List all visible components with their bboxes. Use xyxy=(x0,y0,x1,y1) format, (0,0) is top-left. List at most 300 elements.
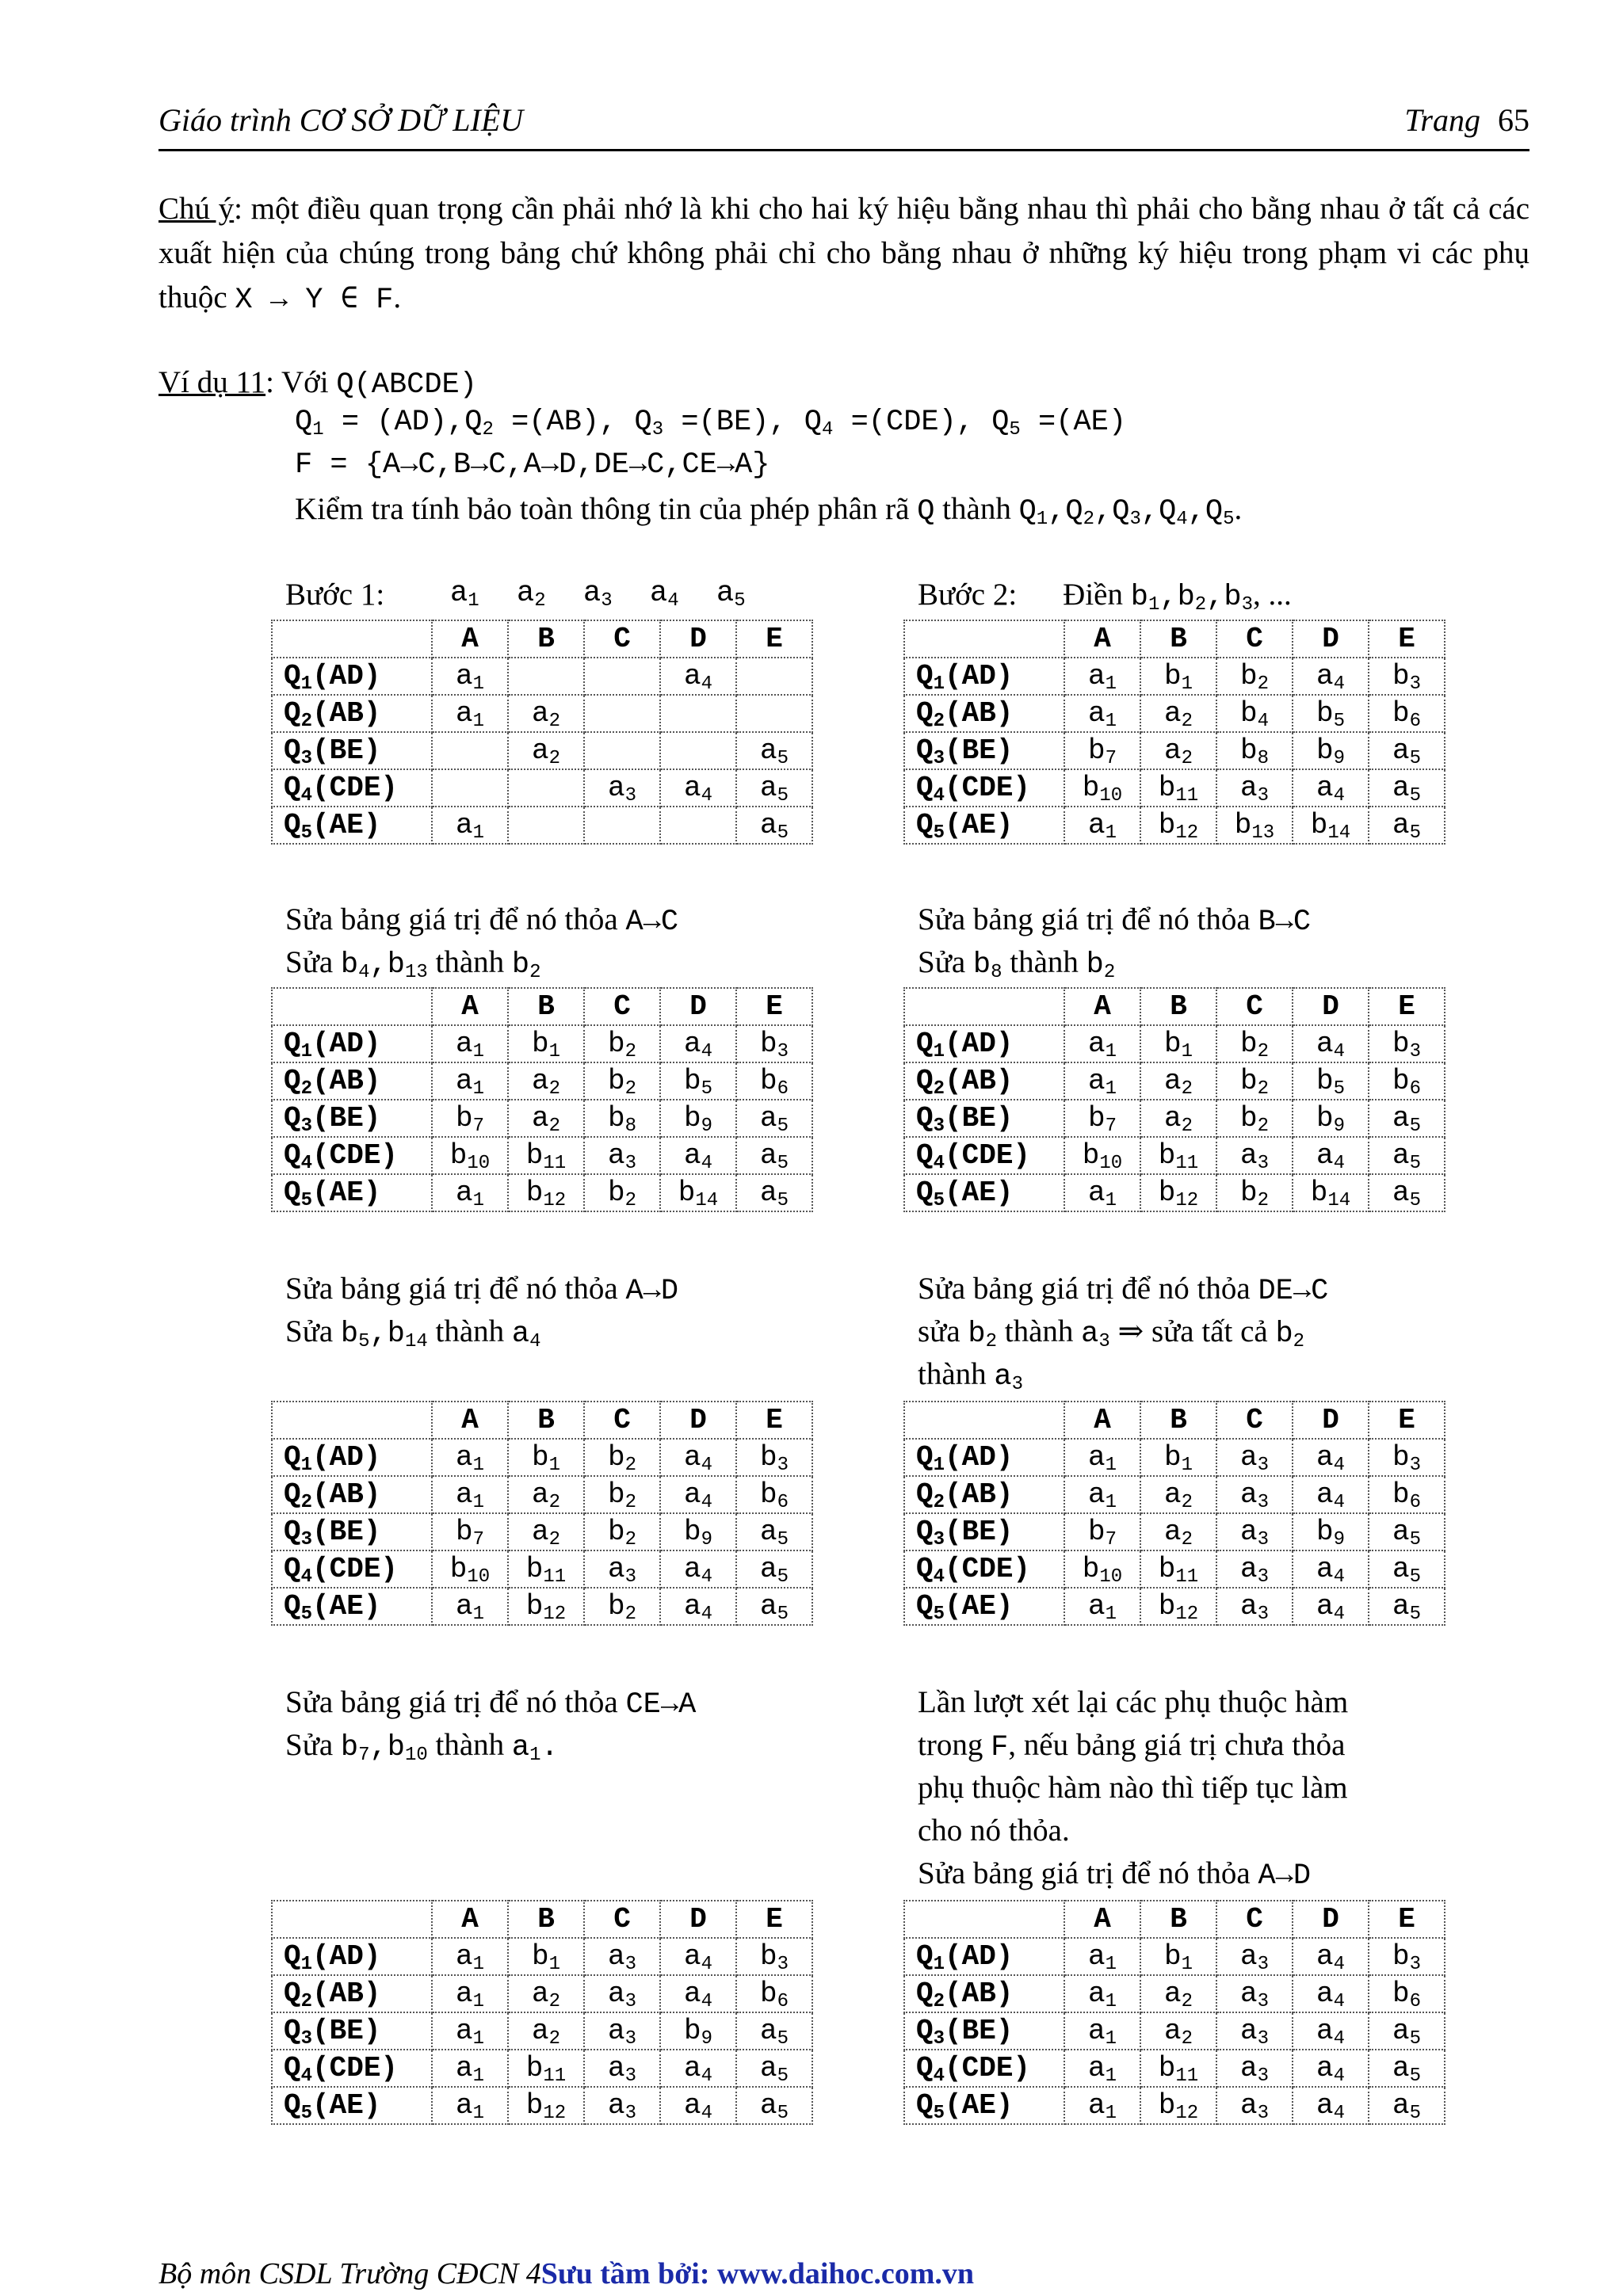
column-header: D xyxy=(660,988,736,1025)
table-cell: $b_{12}$ xyxy=(1140,1174,1216,1211)
column-header: C xyxy=(1216,1901,1293,1938)
t5-caption-2: Sửa $b_5,b_{14}$ thành $a_4$ xyxy=(285,1314,541,1352)
column-header: E xyxy=(1369,1402,1445,1439)
table-cell: $b_8$ xyxy=(1216,732,1293,769)
table-row xyxy=(272,1174,812,1211)
table-cell: $b_6$ xyxy=(1369,1476,1445,1513)
table-row xyxy=(272,1025,812,1062)
row-label: $Q_1(AD)$ xyxy=(904,1938,1064,1975)
table-row xyxy=(904,2087,1445,2124)
footer-left: Bộ môn CSDL Trường CĐCN 4 xyxy=(158,2257,541,2290)
row-label: $Q_2(AB)$ xyxy=(904,1476,1064,1513)
column-header: C xyxy=(1216,988,1293,1025)
task-text: Kiểm tra tính bảo toàn thông tin của phép phân rã xyxy=(295,492,918,526)
table-cell: $a_5$ xyxy=(1369,2012,1445,2050)
table-cell: $a_1$ xyxy=(432,1062,508,1100)
table-cell: $b_{12}$ xyxy=(1140,2087,1216,2124)
table-cell: $a_5$ xyxy=(736,2050,812,2087)
table-cell xyxy=(584,695,660,732)
table-row xyxy=(272,1975,812,2012)
t6-caption-2: sửa $b_2$ thành $a_3$ ⇒ sửa tất cả $b_2$ xyxy=(918,1314,1305,1352)
table-corner-cell xyxy=(272,1901,432,1938)
table-cell: $b_{12}$ xyxy=(1140,807,1216,844)
table-cell: $a_1$ xyxy=(432,2050,508,2087)
table-row xyxy=(904,1975,1445,2012)
table-cell xyxy=(736,658,812,695)
column-header: B xyxy=(1140,620,1216,658)
column-header: A xyxy=(432,1901,508,1938)
column-header: A xyxy=(432,620,508,658)
column-header: E xyxy=(736,620,812,658)
table-cell: $a_5$ xyxy=(736,1137,812,1174)
column-header: E xyxy=(736,1901,812,1938)
table-cell xyxy=(584,658,660,695)
row-label: $Q_4(CDE)$ xyxy=(272,2050,432,2087)
page-indicator xyxy=(1404,101,1529,139)
document-title: Giáo trình CƠ SỞ DỮ LIỆU xyxy=(158,102,524,138)
table-row xyxy=(904,1513,1445,1550)
row-label: $Q_2(AB)$ xyxy=(272,1476,432,1513)
t7-caption-2: Sửa $b_7,b_{10}$ thành $a_1$. xyxy=(285,1728,559,1766)
table-cell: $b_7$ xyxy=(432,1513,508,1550)
table-cell: $a_1$ xyxy=(1064,2087,1140,2124)
row-label: $Q_5(AE)$ xyxy=(904,2087,1064,2124)
table-cell: $a_5$ xyxy=(1369,1550,1445,1588)
table-step1 xyxy=(271,620,813,845)
table-cell: $a_3$ xyxy=(1216,1476,1293,1513)
table-cell: $a_5$ xyxy=(736,1588,812,1625)
row-label: $Q_4(CDE)$ xyxy=(272,769,432,807)
table-cell: $b_9$ xyxy=(660,2012,736,2050)
table-row xyxy=(272,1439,812,1476)
table-cell: $a_1$ xyxy=(1064,1975,1140,2012)
table-cell: $b_1$ xyxy=(1140,1938,1216,1975)
example-decomposition: $Q_1 = (AD),Q_2 =(AB)$, $Q_3 =(BE)$, $Q_4 =(CDE)$, $Q_5 =(AE)$ xyxy=(295,406,1127,441)
table-cell: $b_1$ xyxy=(1140,1439,1216,1476)
table-cell: $a_5$ xyxy=(736,1100,812,1137)
row-label: $Q_3(BE)$ xyxy=(272,1513,432,1550)
table-cell: $b_7$ xyxy=(432,1100,508,1137)
table-ad xyxy=(271,1401,813,1626)
column-header: B xyxy=(508,1402,584,1439)
table-row xyxy=(904,1550,1445,1588)
step2-label: Bước 2: xyxy=(918,578,1018,612)
step2-caption: Bước 2: Điền $b_1,b_2,b_3$, ... xyxy=(918,578,1292,616)
column-header: C xyxy=(1216,1402,1293,1439)
table-cell: $b_5$ xyxy=(660,1062,736,1100)
table-cell: $a_1$ xyxy=(1064,807,1140,844)
table-cell: $b_3$ xyxy=(736,1938,812,1975)
table-cell: $a_4$ xyxy=(1293,1137,1369,1174)
table-cell: $a_3$ xyxy=(1216,769,1293,807)
column-header: E xyxy=(736,1402,812,1439)
row-label: $Q_5(AE)$ xyxy=(904,807,1064,844)
table-row xyxy=(904,2050,1445,2087)
column-header: C xyxy=(584,1901,660,1938)
row-label: $Q_4(CDE)$ xyxy=(272,1550,432,1588)
table-cell: $b_5$ xyxy=(1293,695,1369,732)
table-cell: $b_2$ xyxy=(584,1174,660,1211)
table-cell: $a_4$ xyxy=(1293,2087,1369,2124)
table-cell: $b_{13}$ xyxy=(1216,807,1293,844)
t8-caption-5: Sửa bảng giá trị để nó thỏa A→D xyxy=(918,1856,1312,1893)
table-cell: $b_2$ xyxy=(1216,1174,1293,1211)
column-header: A xyxy=(1064,1901,1140,1938)
table-corner-cell xyxy=(904,1901,1064,1938)
table-cell: $b_{12}$ xyxy=(508,2087,584,2124)
table-cell: $a_3$ xyxy=(584,2050,660,2087)
table-cell: $a_3$ xyxy=(584,1975,660,2012)
t4-caption-2: Sửa $b_8$ thành $b_2$ xyxy=(918,945,1116,983)
table-cell: $b_7$ xyxy=(1064,1513,1140,1550)
table-cell: $a_2$ xyxy=(1140,1100,1216,1137)
table-cell: $b_{12}$ xyxy=(508,1174,584,1211)
table-corner-cell xyxy=(272,1402,432,1439)
table-cell: $a_1$ xyxy=(1064,695,1140,732)
table-cell: $a_1$ xyxy=(432,1025,508,1062)
example-task xyxy=(295,491,1242,528)
row-label: $Q_4(CDE)$ xyxy=(904,1137,1064,1174)
column-header: E xyxy=(1369,988,1445,1025)
table-cell: $b_{11}$ xyxy=(508,1550,584,1588)
table-cell: $a_1$ xyxy=(432,1975,508,2012)
table-row xyxy=(272,1137,812,1174)
table-row xyxy=(272,807,812,844)
table-cell: $b_2$ xyxy=(584,1513,660,1550)
table-row xyxy=(272,658,812,695)
table-row xyxy=(904,1137,1445,1174)
column-header: D xyxy=(1293,988,1369,1025)
table-cell: $a_2$ xyxy=(508,2012,584,2050)
row-label: $Q_1(AD)$ xyxy=(904,1439,1064,1476)
column-header: C xyxy=(584,620,660,658)
table-cell: $a_1$ xyxy=(432,1588,508,1625)
row-label: $Q_5(AE)$ xyxy=(272,807,432,844)
table-cell: $a_1$ xyxy=(1064,1439,1140,1476)
note-paragraph xyxy=(158,187,1529,322)
table-cell: $a_5$ xyxy=(1369,2050,1445,2087)
table-corner-cell xyxy=(272,988,432,1025)
table-cell: $b_{11}$ xyxy=(1140,1550,1216,1588)
table-cell: $b_2$ xyxy=(584,1439,660,1476)
table-cell: $a_3$ xyxy=(584,1137,660,1174)
column-header: D xyxy=(660,1402,736,1439)
table-cell xyxy=(660,732,736,769)
footer-source: Sưu tầm bởi: www.daihoc.com.vn xyxy=(540,2257,975,2290)
table-cell: $a_3$ xyxy=(584,769,660,807)
row-label: $Q_2(AB)$ xyxy=(272,695,432,732)
page-footer xyxy=(158,2256,974,2291)
row-label: $Q_5(AE)$ xyxy=(272,1588,432,1625)
table-cell: $a_3$ xyxy=(1216,1938,1293,1975)
table-cell: $a_2$ xyxy=(1140,732,1216,769)
step1-label: Bước 1: xyxy=(285,578,385,612)
table-cell: $a_1$ xyxy=(1064,1062,1140,1100)
table-corner-cell xyxy=(904,988,1064,1025)
column-header: B xyxy=(1140,1402,1216,1439)
table-cell: $b_6$ xyxy=(1369,695,1445,732)
row-label: $Q_2(AB)$ xyxy=(904,1975,1064,2012)
example-fds: F = {A→C,B→C,A→D,DE→C,CE→A} xyxy=(295,448,770,482)
table-row xyxy=(904,807,1445,844)
table-cell: $b_1$ xyxy=(508,1439,584,1476)
table-cell: $b_3$ xyxy=(736,1439,812,1476)
table-cell: $a_5$ xyxy=(1369,1513,1445,1550)
table-cell: $a_5$ xyxy=(736,732,812,769)
table-row xyxy=(904,769,1445,807)
note-text: : một điều quan trọng cần phải nhớ là khi cho hai ký hiệu bằng nhau thì phải cho bằng nhau ở tất cả các xuất hiện của chúng trong bảng chứ không phải chỉ cho bằng nhau ở những ký hiệu trong phạm vi các phụ thuộc xyxy=(158,192,1530,315)
table-row xyxy=(272,2087,812,2124)
table-cell: $a_4$ xyxy=(660,769,736,807)
table-row xyxy=(904,1476,1445,1513)
table-step2 xyxy=(903,620,1445,845)
row-label: $Q_1(AD)$ xyxy=(272,1439,432,1476)
table-cell: $b_{11}$ xyxy=(1140,769,1216,807)
row-label: $Q_4(CDE)$ xyxy=(272,1137,432,1174)
table-cell: $a_4$ xyxy=(660,2087,736,2124)
table-cell: $b_6$ xyxy=(736,1476,812,1513)
table-cell: $b_9$ xyxy=(1293,1100,1369,1137)
column-header: B xyxy=(508,1901,584,1938)
table-cell: $a_3$ xyxy=(1216,1550,1293,1588)
table-cell: $a_4$ xyxy=(1293,1588,1369,1625)
table-header-row xyxy=(904,988,1445,1025)
table-cell: $a_4$ xyxy=(660,2050,736,2087)
t8-caption-4: cho nó thỏa. xyxy=(918,1814,1070,1848)
table-cell: $a_1$ xyxy=(1064,1588,1140,1625)
row-label: $Q_1(AD)$ xyxy=(272,1025,432,1062)
table-cell: $b_{10}$ xyxy=(432,1137,508,1174)
table-cell: $a_1$ xyxy=(432,658,508,695)
table-row xyxy=(272,1550,812,1588)
column-header: D xyxy=(660,1901,736,1938)
table-cell xyxy=(508,769,584,807)
column-header: A xyxy=(1064,988,1140,1025)
table-cell: $a_4$ xyxy=(660,1476,736,1513)
table-cell: $b_{14}$ xyxy=(1293,1174,1369,1211)
table-cell: $a_2$ xyxy=(508,1100,584,1137)
example-intro-text: : Với xyxy=(265,365,337,399)
t3-caption-2: Sửa $b_4,b_{13}$ thành $b_2$ xyxy=(285,945,541,983)
table-cell: $b_2$ xyxy=(584,1476,660,1513)
table-cell: $b_1$ xyxy=(1140,658,1216,695)
table-row xyxy=(272,769,812,807)
table-cell: $a_5$ xyxy=(1369,1588,1445,1625)
table-cell: $a_4$ xyxy=(1293,1025,1369,1062)
table-row xyxy=(904,1062,1445,1100)
table-row xyxy=(904,1938,1445,1975)
table-cell: $a_4$ xyxy=(660,1439,736,1476)
row-label: $Q_3(BE)$ xyxy=(272,732,432,769)
table-cell: $a_2$ xyxy=(508,1513,584,1550)
table-cell: $a_5$ xyxy=(1369,769,1445,807)
table-row xyxy=(272,732,812,769)
column-header: B xyxy=(508,620,584,658)
table-cell: $b_{10}$ xyxy=(1064,1550,1140,1588)
table-corner-cell xyxy=(904,1402,1064,1439)
row-label: $Q_1(AD)$ xyxy=(272,658,432,695)
table-cell: $b_9$ xyxy=(1293,732,1369,769)
table-cell: $b_2$ xyxy=(584,1588,660,1625)
table-cell: $b_6$ xyxy=(736,1975,812,2012)
table-row xyxy=(904,1439,1445,1476)
row-label: $Q_3(BE)$ xyxy=(904,732,1064,769)
table-cell: $b_9$ xyxy=(660,1100,736,1137)
row-label: $Q_4(CDE)$ xyxy=(904,1550,1064,1588)
page-label: Trang xyxy=(1404,102,1480,138)
table-corner-cell xyxy=(272,620,432,658)
table-header-row xyxy=(904,1402,1445,1439)
table-cell: $a_1$ xyxy=(432,1938,508,1975)
table-header-row xyxy=(904,1901,1445,1938)
table-cell: $a_5$ xyxy=(1369,2087,1445,2124)
table-cell: $a_1$ xyxy=(432,1174,508,1211)
table-cell: $b_3$ xyxy=(1369,1938,1445,1975)
table-cell: $a_3$ xyxy=(584,1938,660,1975)
t8-caption-1: Lần lượt xét lại các phụ thuộc hàm xyxy=(918,1685,1349,1719)
table-cell: $a_3$ xyxy=(1216,1588,1293,1625)
column-header: E xyxy=(1369,620,1445,658)
table-cell: $b_7$ xyxy=(1064,732,1140,769)
row-label: $Q_4(CDE)$ xyxy=(904,2050,1064,2087)
table-cell xyxy=(736,695,812,732)
table-cell: $a_1$ xyxy=(1064,1476,1140,1513)
column-header: D xyxy=(660,620,736,658)
table-cell xyxy=(432,769,508,807)
table-cell: $b_{14}$ xyxy=(1293,807,1369,844)
task-mid: thành xyxy=(934,492,1019,526)
table-row xyxy=(272,2012,812,2050)
column-header: A xyxy=(1064,620,1140,658)
table-cell: $a_1$ xyxy=(432,2012,508,2050)
table-cell: $b_2$ xyxy=(1216,1025,1293,1062)
table-cell: $b_{11}$ xyxy=(508,2050,584,2087)
table-cell: $a_3$ xyxy=(1216,2087,1293,2124)
table-cell: $a_5$ xyxy=(736,1550,812,1588)
table-cell: $b_{11}$ xyxy=(1140,1137,1216,1174)
table-cell: $a_1$ xyxy=(432,695,508,732)
table-row xyxy=(272,695,812,732)
table-cell: $b_9$ xyxy=(1293,1513,1369,1550)
task-parts: $Q_1,Q_2,Q_3,Q_4,Q_5$ xyxy=(1018,495,1235,530)
table-cell: $a_4$ xyxy=(1293,1439,1369,1476)
table-cell: $b_{12}$ xyxy=(1140,1588,1216,1625)
table-cell: $b_{11}$ xyxy=(1140,2050,1216,2087)
t3-caption-1: Sửa bảng giá trị để nó thỏa A→C xyxy=(285,902,679,939)
table-row xyxy=(904,2012,1445,2050)
table-cell: $a_1$ xyxy=(432,2087,508,2124)
table-cell: $b_6$ xyxy=(1369,1062,1445,1100)
row-label: $Q_3(BE)$ xyxy=(904,2012,1064,2050)
table-cell: $a_4$ xyxy=(660,1137,736,1174)
row-label: $Q_3(BE)$ xyxy=(272,1100,432,1137)
table-cell xyxy=(508,807,584,844)
table-cell: $a_3$ xyxy=(1216,1439,1293,1476)
table-cell: $b_4$ xyxy=(1216,695,1293,732)
row-label: $Q_2(AB)$ xyxy=(904,1062,1064,1100)
page-header xyxy=(158,101,1529,151)
table-cell: $a_3$ xyxy=(584,1550,660,1588)
table-cell: $b_2$ xyxy=(1216,658,1293,695)
table-row xyxy=(904,1588,1445,1625)
table-cell: $b_1$ xyxy=(508,1938,584,1975)
table-cell: $a_4$ xyxy=(1293,1938,1369,1975)
table-cell: $b_1$ xyxy=(1140,1025,1216,1062)
table-cell: $a_2$ xyxy=(508,1975,584,2012)
row-label: $Q_5(AE)$ xyxy=(904,1174,1064,1211)
table-cell: $a_5$ xyxy=(736,807,812,844)
table-cell: $a_5$ xyxy=(736,1513,812,1550)
column-header: B xyxy=(1140,988,1216,1025)
row-label: $Q_3(BE)$ xyxy=(904,1513,1064,1550)
table-cell: $a_4$ xyxy=(1293,658,1369,695)
table-cell: $a_1$ xyxy=(432,807,508,844)
table-cell: $a_2$ xyxy=(508,695,584,732)
table-cell: $b_6$ xyxy=(1369,1975,1445,2012)
table-header-row xyxy=(272,1402,812,1439)
task-q: Q xyxy=(917,495,935,528)
row-label: $Q_5(AE)$ xyxy=(272,1174,432,1211)
table-cell: $b_{10}$ xyxy=(1064,769,1140,807)
column-header: D xyxy=(1293,620,1369,658)
table-cell: $a_1$ xyxy=(1064,1938,1140,1975)
table-cell: $a_4$ xyxy=(660,1025,736,1062)
table-cell: $b_6$ xyxy=(736,1062,812,1100)
row-label: $Q_3(BE)$ xyxy=(272,2012,432,2050)
table-cell: $b_{10}$ xyxy=(1064,1137,1140,1174)
table-cell: $b_3$ xyxy=(1369,658,1445,695)
row-label: $Q_1(AD)$ xyxy=(272,1938,432,1975)
table-cell: $b_3$ xyxy=(1369,1025,1445,1062)
column-header: B xyxy=(1140,1901,1216,1938)
row-label: $Q_5(AE)$ xyxy=(272,2087,432,2124)
table-row xyxy=(272,1588,812,1625)
table-row xyxy=(904,695,1445,732)
table-row xyxy=(904,732,1445,769)
table-cell: $a_5$ xyxy=(736,1174,812,1211)
table-header-row xyxy=(904,620,1445,658)
column-header: C xyxy=(584,988,660,1025)
table-cell: $a_1$ xyxy=(432,1439,508,1476)
step1-caption xyxy=(285,577,384,612)
table-cell: $b_3$ xyxy=(1369,1439,1445,1476)
table-cell: $a_3$ xyxy=(1216,1975,1293,2012)
note-formula: X → Y ∈ F xyxy=(235,284,394,317)
table-cell: $a_1$ xyxy=(1064,1174,1140,1211)
table-row xyxy=(904,1174,1445,1211)
table-cell: $b_1$ xyxy=(508,1025,584,1062)
table-cell: $b_{12}$ xyxy=(508,1588,584,1625)
table-cell: $a_4$ xyxy=(1293,2050,1369,2087)
table-cell: $a_1$ xyxy=(1064,2012,1140,2050)
table-cell: $b_8$ xyxy=(584,1100,660,1137)
row-label: $Q_2(AB)$ xyxy=(272,1062,432,1100)
table-cell xyxy=(584,807,660,844)
table-row xyxy=(272,1100,812,1137)
table-cell: $a_5$ xyxy=(736,769,812,807)
table-cea xyxy=(271,1900,813,2125)
table-cell: $a_2$ xyxy=(1140,1975,1216,2012)
table-cell: $b_{11}$ xyxy=(508,1137,584,1174)
table-cell: $b_5$ xyxy=(1293,1062,1369,1100)
table-cell: $a_5$ xyxy=(736,2087,812,2124)
table-cell: $b_2$ xyxy=(1216,1062,1293,1100)
table-cell: $a_2$ xyxy=(1140,1476,1216,1513)
table-cell: $b_2$ xyxy=(1216,1100,1293,1137)
table-cell xyxy=(432,732,508,769)
column-header: C xyxy=(584,1402,660,1439)
row-label: $Q_1(AD)$ xyxy=(904,1025,1064,1062)
